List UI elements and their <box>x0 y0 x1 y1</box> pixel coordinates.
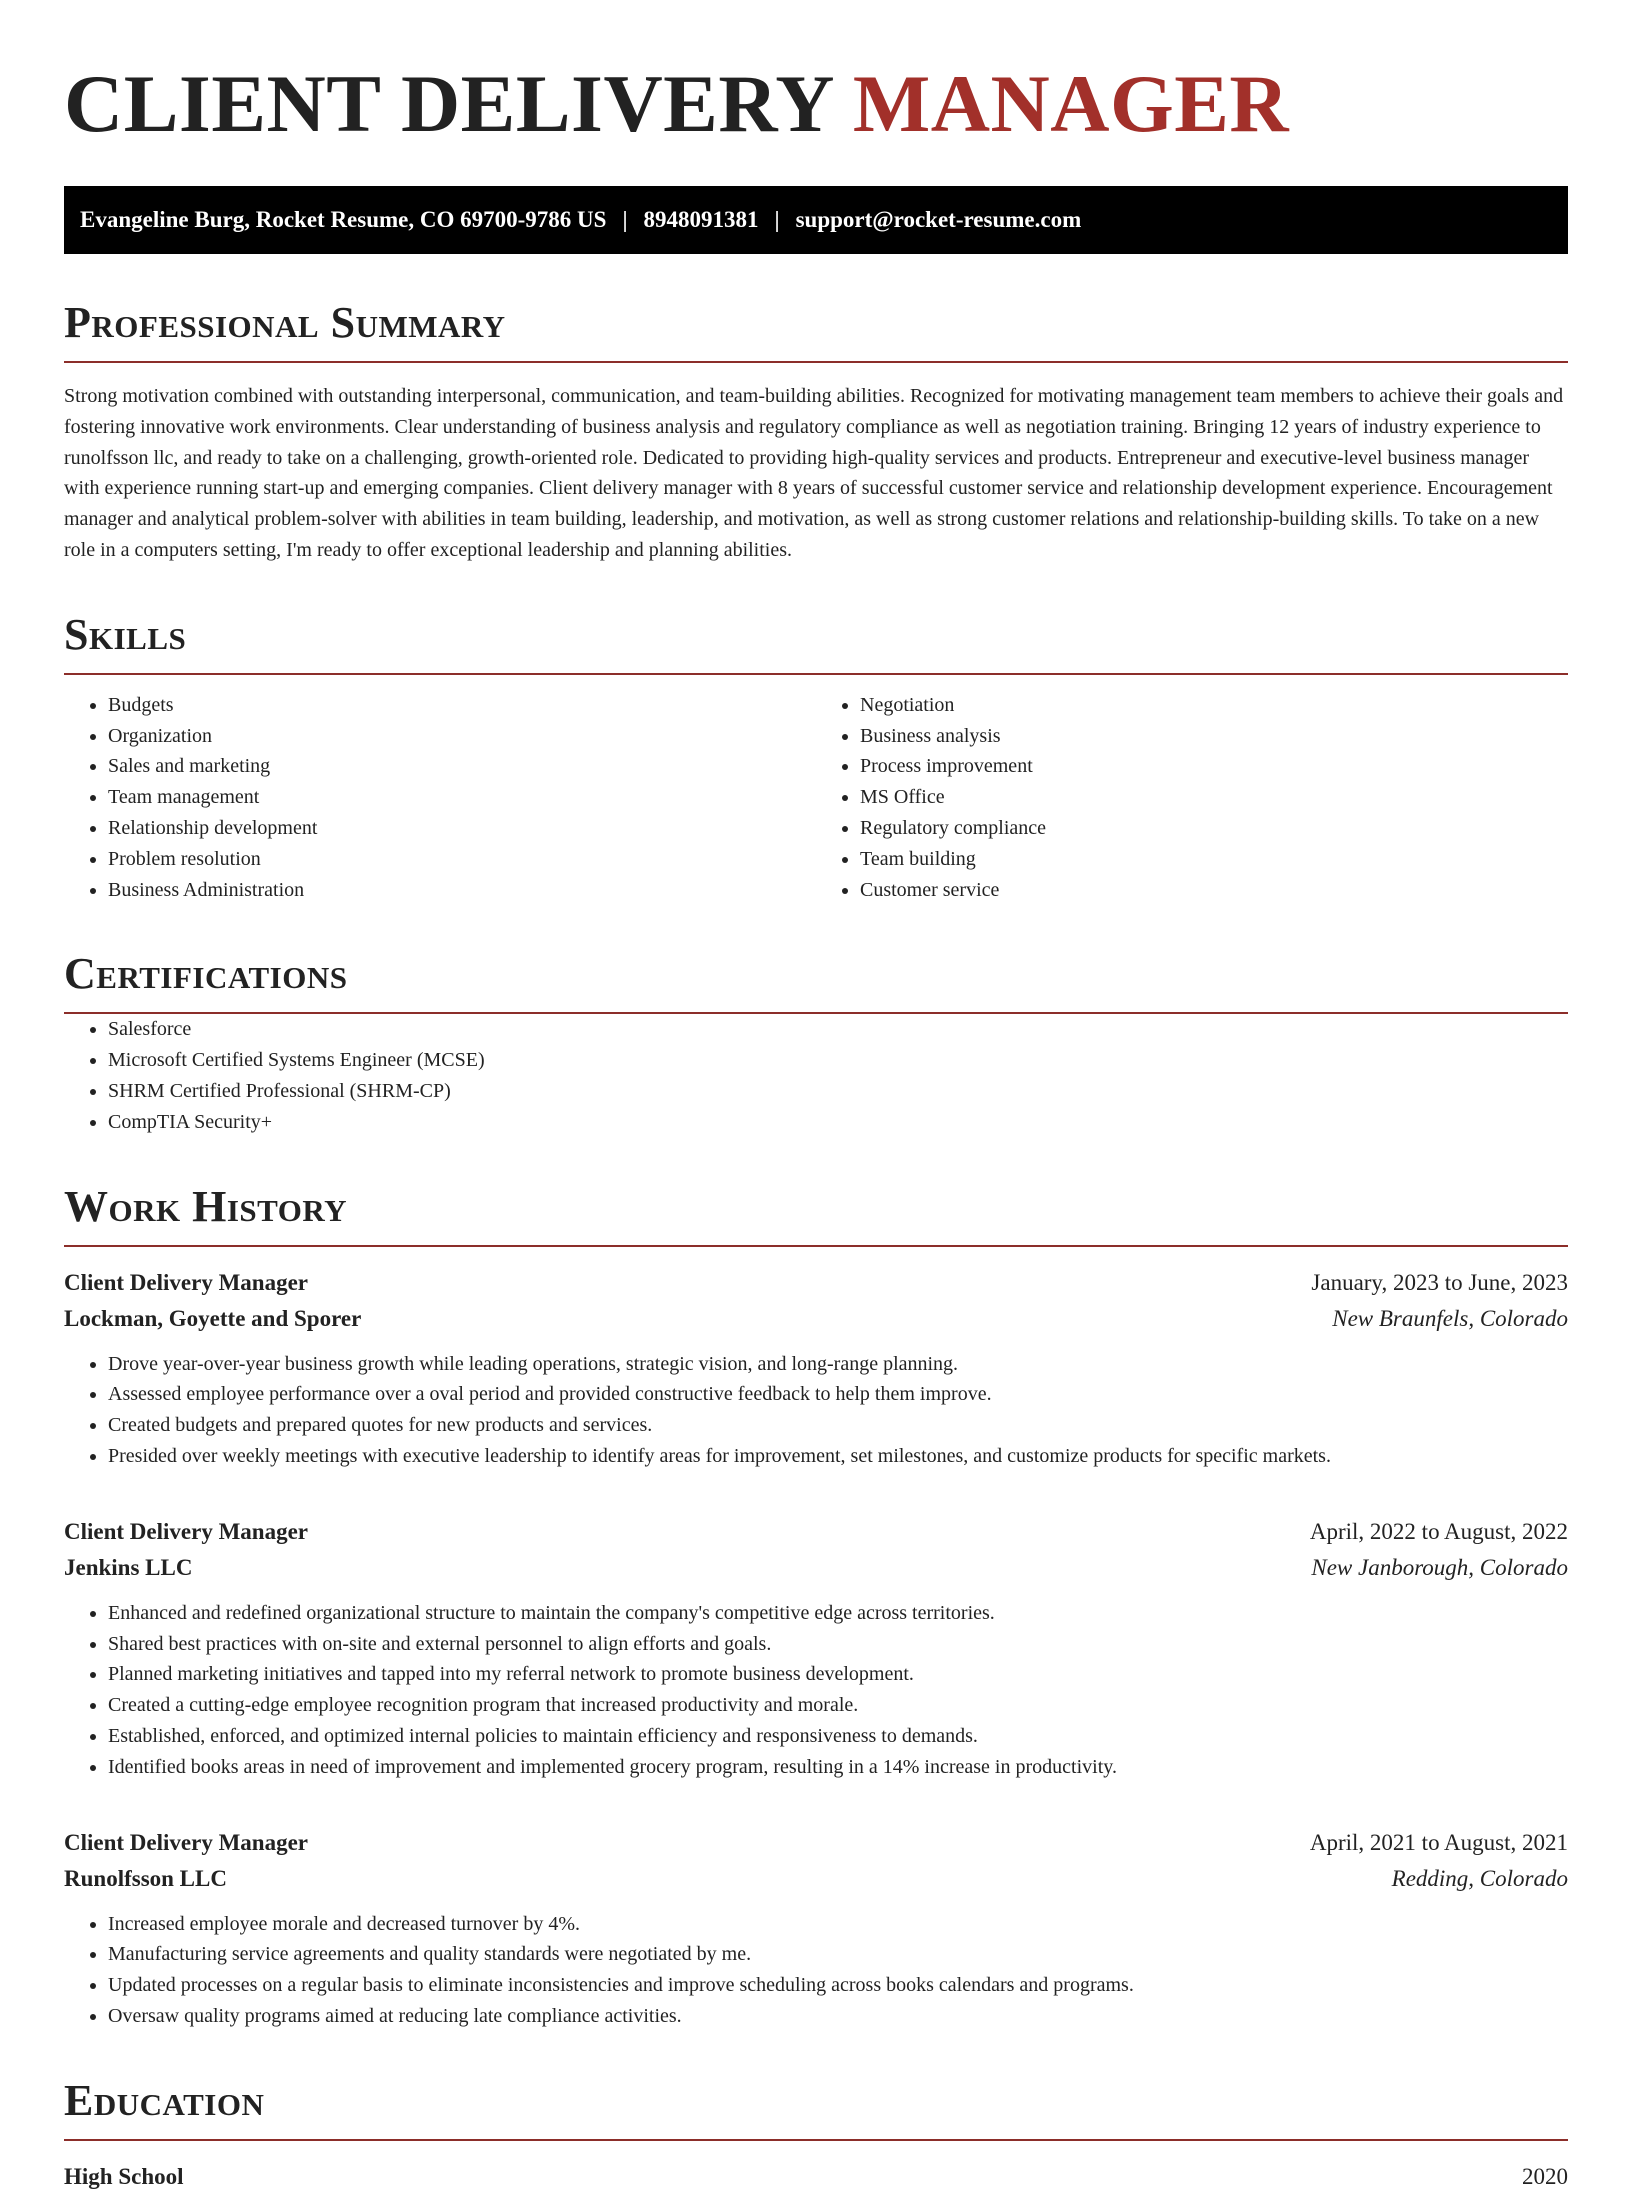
skill-item: • Organization <box>108 721 816 752</box>
education-degree: High School <box>64 2163 184 2189</box>
summary-text: Strong motivation combined with outstanding interpersonal, communication, and team-building abilities. Recognized for motivating management team members to achieve their goals and fostering innovative work environments. Clear understanding of business analysis and regulatory compliance as well as negotiation training. Bringing 12 years of industry experience to runolfsson llc, and ready to take on a challenging, growth-oriented role. Dedicated to providing high-quality services and products. Entrepreneur and executive-level business manager with experience running start-up and emerging companies. Client delivery manager with 8 years of successful customer service and relationship development experience. Encouragement manager and analytical problem-solver with abilities in team building, leadership, and motivation, as well as strong customer relations and relationship-building skills. To take on a new role in a computers setting, I'm ready to offer exceptional leadership and planning abilities. <box>64 385 1564 561</box>
work-history-section <box>64 1181 1568 2032</box>
education-heading: Education <box>64 2078 1568 2141</box>
education-entry <box>64 2159 1568 2195</box>
job-bullet: • Established, enforced, and optimized internal policies to maintain efficiency and responsiveness to demands. <box>108 1721 1568 1752</box>
job-company-row <box>64 1861 1568 1897</box>
job-dates: January, 2023 to June, 2023 <box>1311 1269 1568 1295</box>
skill-item: • Problem resolution <box>108 844 816 875</box>
job-entry <box>64 1265 1568 1472</box>
job-company: Runolfsson LLC <box>64 1865 227 1891</box>
job-bullet: • Increased employee morale and decreased turnover by 4%. <box>108 1909 1568 1940</box>
contact-separator: | <box>774 207 780 232</box>
job-company-row <box>64 1550 1568 1586</box>
title-main: CLIENT DELIVERY <box>64 58 832 149</box>
contact-bar <box>64 186 1568 254</box>
job-bullet: • Oversaw quality programs aimed at reducing late compliance activities. <box>108 2001 1568 2032</box>
title-accent: MANAGER <box>852 58 1290 149</box>
job-bullets <box>64 1598 1568 1783</box>
certification-item: • Salesforce <box>108 1014 1568 1045</box>
job-bullets <box>64 1909 1568 2032</box>
skill-item: • Team building <box>860 844 1568 875</box>
contact-phone: 8948091381 <box>643 207 759 232</box>
skill-item: • Process improvement <box>860 751 1568 782</box>
summary-heading: Professional Summary <box>64 300 1568 363</box>
resume-title <box>64 58 1568 150</box>
skill-item: • Business analysis <box>860 721 1568 752</box>
job-bullet: • Identified books areas in need of improvement and implemented grocery program, resulting in a 14% increase in productivity. <box>108 1752 1568 1783</box>
summary-section <box>64 300 1568 566</box>
skill-item: • Team management <box>108 782 816 813</box>
certifications-section <box>64 951 1568 1137</box>
job-company: Lockman, Goyette and Sporer <box>64 1305 362 1331</box>
skill-item: • Customer service <box>860 875 1568 906</box>
job-title: Client Delivery Manager <box>64 1269 308 1295</box>
job-dates: April, 2022 to August, 2022 <box>1309 1518 1568 1544</box>
certification-item: • SHRM Certified Professional (SHRM-CP) <box>108 1076 1568 1107</box>
contact-email: support@rocket-resume.com <box>795 207 1082 232</box>
skill-item: • Business Administration <box>108 875 816 906</box>
job-title: Client Delivery Manager <box>64 1829 308 1855</box>
skill-item: • MS Office <box>860 782 1568 813</box>
job-bullet: • Updated processes on a regular basis to eliminate inconsistencies and improve scheduling across books calendars and programs. <box>108 1970 1568 2001</box>
certifications-list <box>64 1014 1568 1137</box>
jobs-container <box>64 1265 1568 2032</box>
skill-item: • Relationship development <box>108 813 816 844</box>
job-title-row <box>64 1825 1568 1861</box>
job-bullet: • Shared best practices with on-site and external personnel to align efforts and goals. <box>108 1629 1568 1660</box>
job-bullet: • Created budgets and prepared quotes for new products and services. <box>108 1410 1568 1441</box>
job-dates: April, 2021 to August, 2021 <box>1309 1829 1568 1855</box>
certifications-heading: Certifications <box>64 951 1568 1014</box>
skill-item: • Negotiation <box>860 690 1568 721</box>
skill-item: • Budgets <box>108 690 816 721</box>
job-bullet: • Manufacturing service agreements and quality standards were negotiated by me. <box>108 1939 1568 1970</box>
skills-columns <box>64 690 1568 906</box>
job-bullet: • Assessed employee performance over a oval period and provided constructive feedback to help them improve. <box>108 1379 1568 1410</box>
skills-section <box>64 609 1568 906</box>
job-bullet: • Enhanced and redefined organizational structure to maintain the company's competitive edge across territories. <box>108 1598 1568 1629</box>
contact-separator: | <box>622 207 628 232</box>
education-list <box>64 2159 1568 2195</box>
education-year: 2020 <box>1522 2163 1568 2189</box>
skills-list-left <box>64 690 816 906</box>
job-company: Jenkins LLC <box>64 1554 193 1580</box>
job-bullets <box>64 1349 1568 1472</box>
job-company-row <box>64 1301 1568 1337</box>
job-title-row <box>64 1265 1568 1301</box>
job-location: New Braunfels, Colorado <box>1332 1305 1568 1331</box>
job-bullet: • Presided over weekly meetings with executive leadership to identify areas for improvement, set milestones, and customize products for specific markets. <box>108 1441 1568 1472</box>
job-entry <box>64 1514 1568 1783</box>
work-history-heading: Work History <box>64 1184 1568 1247</box>
certification-item: • CompTIA Security+ <box>108 1107 1568 1138</box>
contact-address: Evangeline Burg, Rocket Resume, CO 69700-9786 US <box>80 207 607 232</box>
skills-list-right <box>816 690 1568 906</box>
skills-heading: Skills <box>64 612 1568 675</box>
job-entry <box>64 1825 1568 2032</box>
skill-item: • Regulatory compliance <box>860 813 1568 844</box>
job-title-row <box>64 1514 1568 1550</box>
job-bullet: • Planned marketing initiatives and tapped into my referral network to promote business development. <box>108 1659 1568 1690</box>
job-bullet: • Drove year-over-year business growth while leading operations, strategic vision, and long-range planning. <box>108 1349 1568 1380</box>
job-title: Client Delivery Manager <box>64 1518 308 1544</box>
skill-item: • Sales and marketing <box>108 751 816 782</box>
certification-item: • Microsoft Certified Systems Engineer (MCSE) <box>108 1045 1568 1076</box>
job-location: Redding, Colorado <box>1391 1865 1568 1891</box>
education-section <box>64 2075 1568 2195</box>
job-bullet: • Created a cutting-edge employee recognition program that increased productivity and morale. <box>108 1690 1568 1721</box>
job-location: New Janborough, Colorado <box>1311 1554 1568 1580</box>
